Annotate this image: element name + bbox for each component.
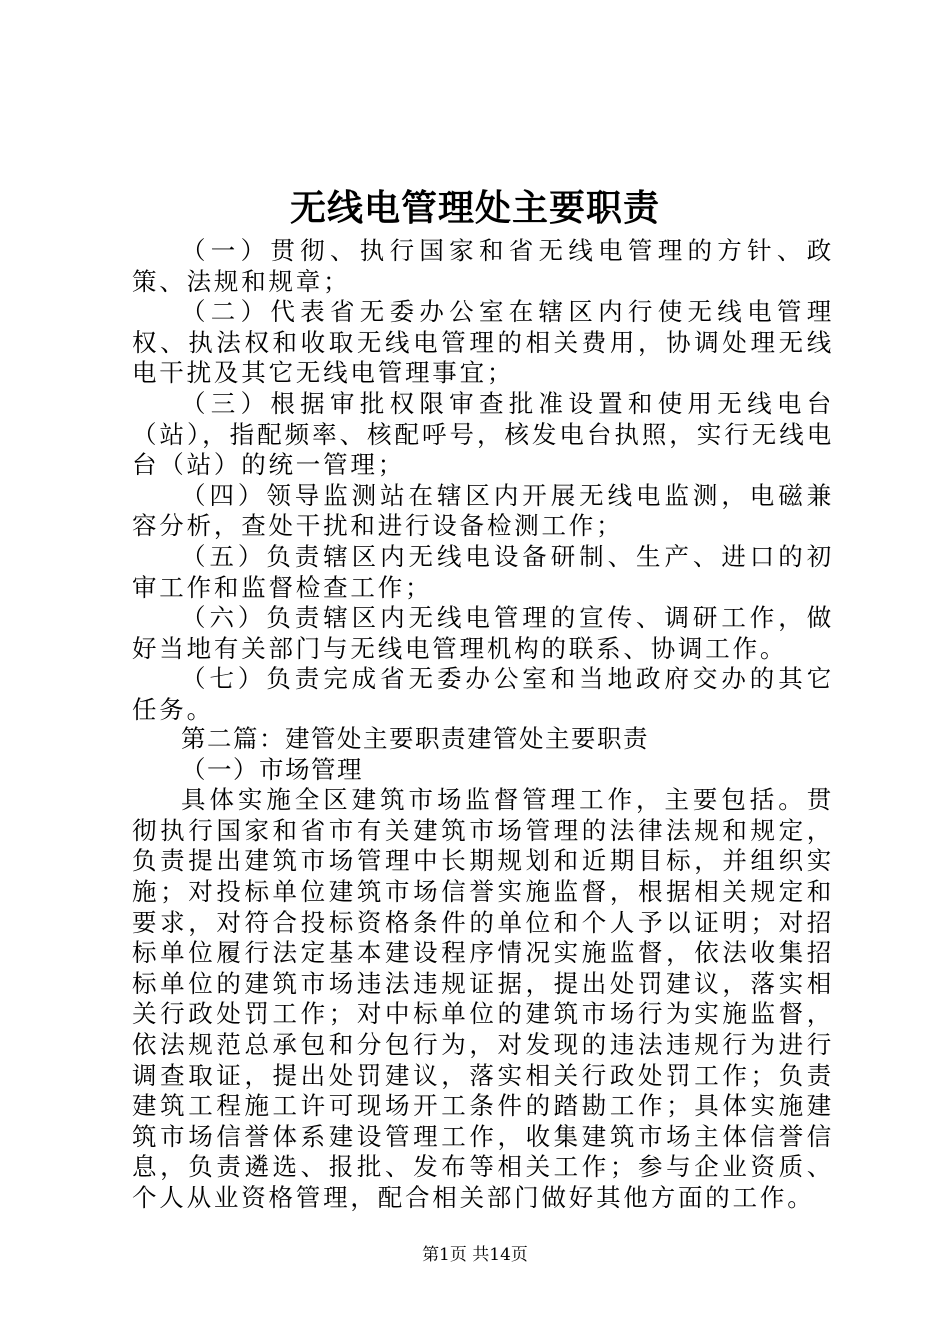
section2-subheading: （一）市场管理 [181, 754, 363, 784]
duty-item-2: （二）代表省无委办公室在辖区内行使无线电管理权、执法权和收取无线电管理的相关费用，协调处理无线电干扰及其它无线电管理事宜； [132, 297, 834, 388]
section2-body-paragraph: 具体实施全区建筑市场监督管理工作，主要包括。贯彻执行国家和省市有关建筑市场管理的法律法规和规定，负责提出建筑市场管理中长期规划和近期目标，并组织实施；对投标单位建筑市场信誉实施监督，根据相关规定和要求，对符合投标资格条件的单位和个人予以证明；对招标单位履行法定基本建设程序情况实施监督，依法收集招标单位的建筑市场违法违规证据，提出处罚建议，落实相关行政处罚工作；对中标单位的建筑市场行为实施监督，依法规范总承包和分包行为，对发现的违法违规行为进行调查取证，提出处罚建议，落实相关行政处罚工作；负责建筑工程施工许可现场开工条件的踏勘工作；具体实施建筑市场信誉体系建设管理工作，收集建筑市场主体信誉信息，负责遴选、报批、发布等相关工作；参与企业资质、个人从业资格管理，配合相关部门做好其他方面的工作。 [132, 785, 834, 1212]
section-duties-radio [132, 236, 834, 726]
duty-item-7: （七）负责完成省无委办公室和当地政府交办的其它任务。 [132, 664, 834, 724]
duty-item-6: （六）负责辖区内无线电管理的宣传、调研工作，做好当地有关部门与无线电管理机构的联系、协调工作。 [132, 603, 834, 663]
duty-item-4: （四）领导监测站在辖区内开展无线电监测，电磁兼容分析，查处干扰和进行设备检测工作； [132, 480, 834, 541]
duty-item-5: （五）负责辖区内无线电设备研制、生产、进口的初审工作和监督检查工作； [132, 541, 834, 602]
duty-item-1: （一）贯彻、执行国家和省无线电管理的方针、政策、法规和规章； [132, 236, 834, 296]
document-title: 无线电管理处主要职责 [289, 187, 660, 229]
page-number-footer: 第1页 共14页 [422, 1245, 528, 1265]
section-duties-construction [132, 724, 834, 1214]
section2-heading: 第二篇：建管处主要职责建管处主要职责 [181, 724, 649, 753]
duty-item-3: （三）根据审批权限审查批准设置和使用无线电台（站），指配频率、核配呼号，核发电台执照，实行无线电台（站）的统一管理； [132, 388, 834, 480]
